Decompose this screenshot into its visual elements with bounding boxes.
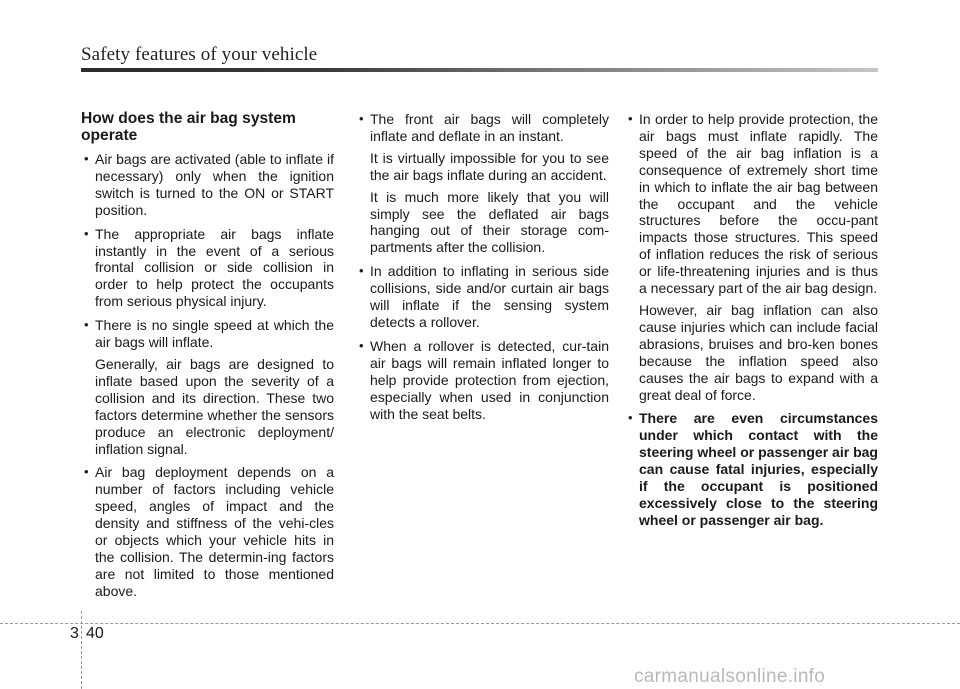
page-number: 40 [86,625,104,642]
bullet-list [625,111,878,529]
paragraph: However, air bag inflation can also cause injuries which can include facial abrasions, bruises and bro-ken bones because the inflation speed also causes the air bags to expand with a great deal of force. [639,301,878,403]
list-item [356,111,609,256]
paragraph: • There is no single speed at which the air bags will inflate. [95,317,334,351]
list-item [81,464,334,599]
footer-divider [81,611,82,689]
chapter-number: 3 [70,625,79,642]
section-heading: How does the air bag system operate [81,110,296,144]
paragraph: • The front air bags will completely inflate and deflate in an instant. [370,111,609,144]
paragraph: Generally, air bags are designed to inflate based upon the severity of a collision and its direction. These two factors determine whether the sensors produce an electronic deployment/ inflation signal. [95,355,334,457]
column-1 [81,110,334,607]
paragraph: • Air bags are activated (able to inflate if necessary) only when the ignition switch is turned to the ON or START position. [95,151,334,218]
page-header-title: Safety features of your vehicle [81,44,318,65]
list-item [81,226,334,311]
paragraph: It is virtually impossible for you to see the air bags inflate during an accident. [370,149,609,183]
header-rule [81,68,878,72]
paragraph: • In addition to inflating in serious side collisions, side and/or curtain air bags will inflate if the sensing system detects a rollover. [370,263,609,330]
column-3 [625,111,878,536]
list-item [356,338,609,423]
column-2 [356,111,609,429]
warning-list-item [625,410,878,528]
warning-paragraph: • There are even circumstances under which contact with the steering wheel or passenger air bag can cause fatal injuries, especially if the occupant is positioned excessively close to the steering wheel or passenger air bag. [639,410,878,528]
watermark-text: carmanualsonline.info [634,666,826,687]
bullet-list [356,111,609,422]
paragraph: It is much more likely that you will simply see the deflated air bags hanging out of their storage com-partments after the collision. [370,188,609,256]
list-item [356,263,609,331]
paragraph: • In order to help provide protection, the air bags must inflate rapidly. The speed of the air bag inflation is a consequence of extremely short time in which to inflate the air bag between the occupant and the vehicle structures before the occu-pant impacts those structures. This speed of inflation reduces the risk of serious or life-threatening injuries and is thus a necessary part of the air bag design. [639,111,878,297]
list-item [625,111,878,403]
paragraph: • When a rollover is detected, cur-tain air bags will remain inflated longer to help provide protection from ejection, especially when used in conjunction with the seat belts. [370,337,609,422]
paragraph: • The appropriate air bags inflate instantly in the event of a serious frontal collision or side collision in order to help protect the occupants from serious physical injury. [95,225,334,310]
paragraph: • Air bag deployment depends on a number of factors including vehicle speed, angles of impact and the density and stiffness of the vehi-cles or objects which your vehicle hits in the collision. The determin-ing factors are not limited to those mentioned above. [95,464,334,599]
list-item [81,317,334,457]
bullet-list [81,151,334,600]
footer-rule [0,623,960,624]
list-item [81,151,334,219]
